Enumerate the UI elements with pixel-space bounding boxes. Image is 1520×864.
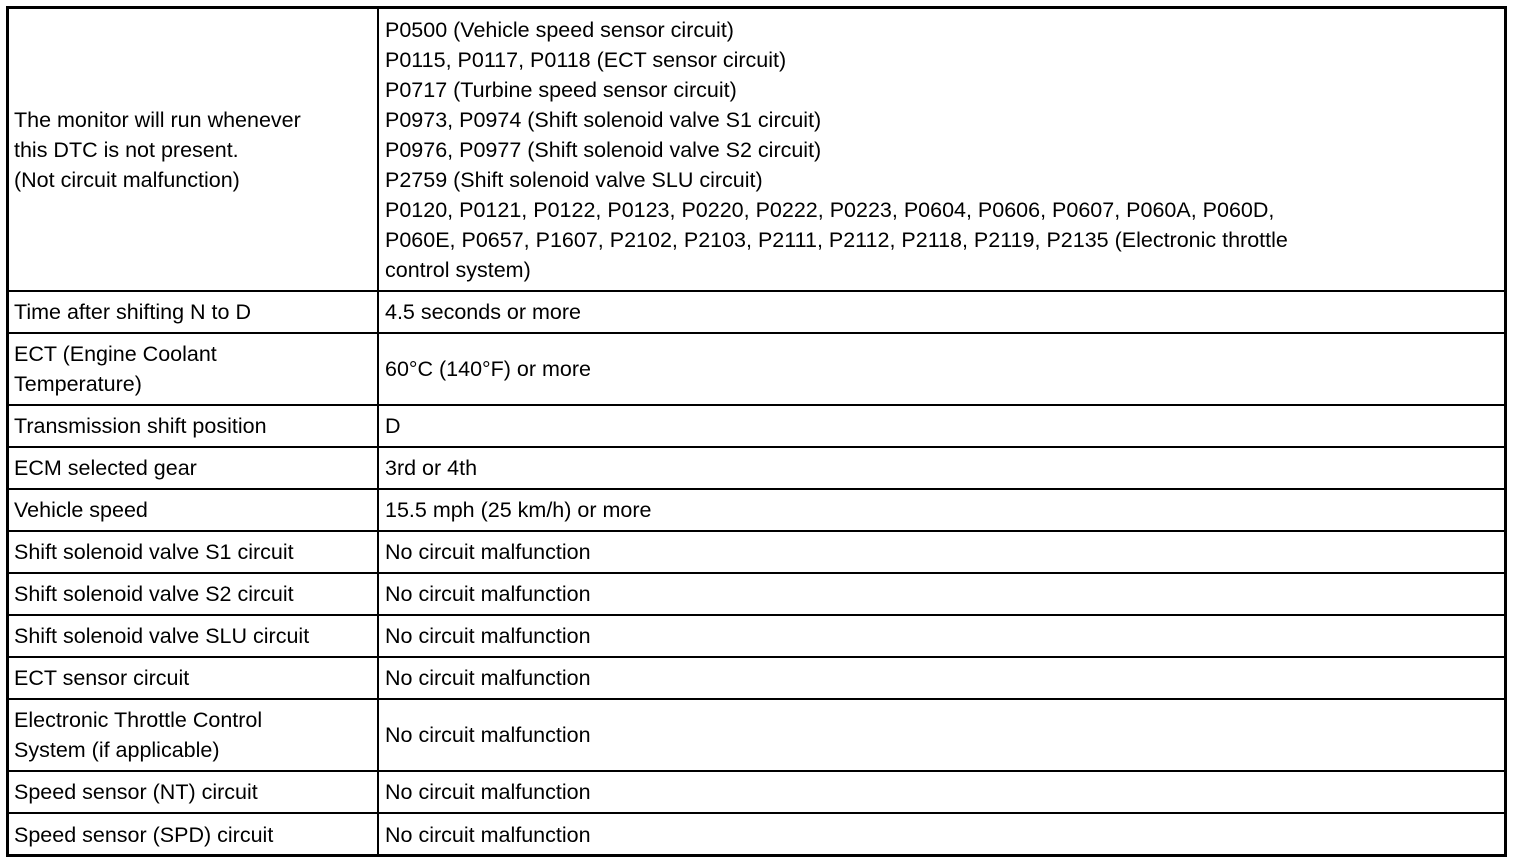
table-row: [9, 405, 1504, 447]
row-value-cell: [378, 615, 1504, 657]
table-row: [9, 489, 1504, 531]
row-value-cell: [378, 9, 1504, 291]
row-value-cell: [378, 447, 1504, 489]
row-value-cell: [378, 405, 1504, 447]
label-line: Shift solenoid valve S2 circuit: [14, 582, 294, 606]
row-label-cell: [9, 447, 378, 489]
row-label-cell: [9, 771, 378, 813]
table-row: [9, 771, 1504, 813]
row-label-cell: [9, 9, 378, 291]
label-line: Shift solenoid valve SLU circuit: [14, 624, 310, 648]
row-value-cell: [378, 573, 1504, 615]
dtc-line: P0717 (Turbine speed sensor circuit): [385, 77, 737, 102]
label-line: ECT sensor circuit: [14, 666, 190, 690]
row-value-cell: [378, 333, 1504, 405]
row-label-cell: [9, 657, 378, 699]
dtc-line: P0115, P0117, P0118 (ECT sensor circuit): [385, 47, 787, 72]
row-value-cell: [378, 291, 1504, 333]
value-line: 60°C (140°F) or more: [385, 357, 591, 381]
table-body: [9, 9, 1504, 855]
label-line: Speed sensor (NT) circuit: [14, 780, 258, 804]
row-label-cell: [9, 405, 378, 447]
dtc-line: P060E, P0657, P1607, P2102, P2103, P2111, P2112, P2118, P2119, P2135 (Electronic throttle: [385, 227, 1288, 252]
row-label-cell: [9, 489, 378, 531]
value-line: No circuit malfunction: [385, 822, 591, 847]
dtc-line: control system): [385, 257, 531, 282]
value-line: 15.5 mph (25 km/h) or more: [385, 498, 652, 522]
label-line: Shift solenoid valve S1 circuit: [14, 540, 294, 564]
table-row: [9, 447, 1504, 489]
row-label-cell: [9, 531, 378, 573]
label-line: this DTC is not present.: [14, 137, 239, 162]
table-row: [9, 9, 1504, 291]
row-value-cell: [378, 699, 1504, 771]
row-value-cell: [378, 531, 1504, 573]
value-line: No circuit malfunction: [385, 723, 591, 747]
label-line: System (if applicable): [14, 738, 220, 762]
table-row: [9, 573, 1504, 615]
dtc-line: P0973, P0974 (Shift solenoid valve S1 circuit): [385, 107, 822, 132]
row-label-cell: [9, 813, 378, 855]
value-line: No circuit malfunction: [385, 624, 591, 648]
row-label-cell: [9, 333, 378, 405]
table-row: [9, 813, 1504, 855]
label-line: Speed sensor (SPD) circuit: [14, 822, 274, 847]
label-line: Vehicle speed: [14, 498, 148, 522]
row-label-cell: [9, 615, 378, 657]
row-value-cell: [378, 657, 1504, 699]
value-line: No circuit malfunction: [385, 780, 591, 804]
label-line: (Not circuit malfunction): [14, 167, 240, 192]
dtc-line: P0500 (Vehicle speed sensor circuit): [385, 17, 734, 42]
conditions-table-frame: [6, 6, 1507, 857]
label-line: The monitor will run whenever: [14, 107, 301, 132]
table-row: [9, 531, 1504, 573]
table-row: [9, 657, 1504, 699]
row-label-cell: [9, 573, 378, 615]
dtc-line: P2759 (Shift solenoid valve SLU circuit): [385, 167, 763, 192]
table-row: [9, 291, 1504, 333]
value-line: No circuit malfunction: [385, 666, 591, 690]
dtc-line: P0976, P0977 (Shift solenoid valve S2 circuit): [385, 137, 822, 162]
dtc-line: P0120, P0121, P0122, P0123, P0220, P0222, P0223, P0604, P0606, P0607, P060A, P060D,: [385, 197, 1275, 222]
monitor-conditions-table: [9, 9, 1504, 855]
label-line: ECT (Engine Coolant: [14, 342, 217, 366]
table-row: [9, 333, 1504, 405]
label-line: Temperature): [14, 372, 142, 396]
table-row: [9, 699, 1504, 771]
row-label-cell: [9, 291, 378, 333]
value-line: No circuit malfunction: [385, 540, 591, 564]
value-line: No circuit malfunction: [385, 582, 591, 606]
row-value-cell: [378, 771, 1504, 813]
row-value-cell: [378, 489, 1504, 531]
value-line: 4.5 seconds or more: [385, 300, 581, 324]
value-line: 3rd or 4th: [385, 456, 478, 480]
row-value-cell: [378, 813, 1504, 855]
value-line: D: [385, 414, 401, 438]
label-line: Time after shifting N to D: [14, 300, 251, 324]
row-label-cell: [9, 699, 378, 771]
label-line: Transmission shift position: [14, 414, 267, 438]
label-line: Electronic Throttle Control: [14, 708, 263, 732]
label-line: ECM selected gear: [14, 456, 197, 480]
table-row: [9, 615, 1504, 657]
